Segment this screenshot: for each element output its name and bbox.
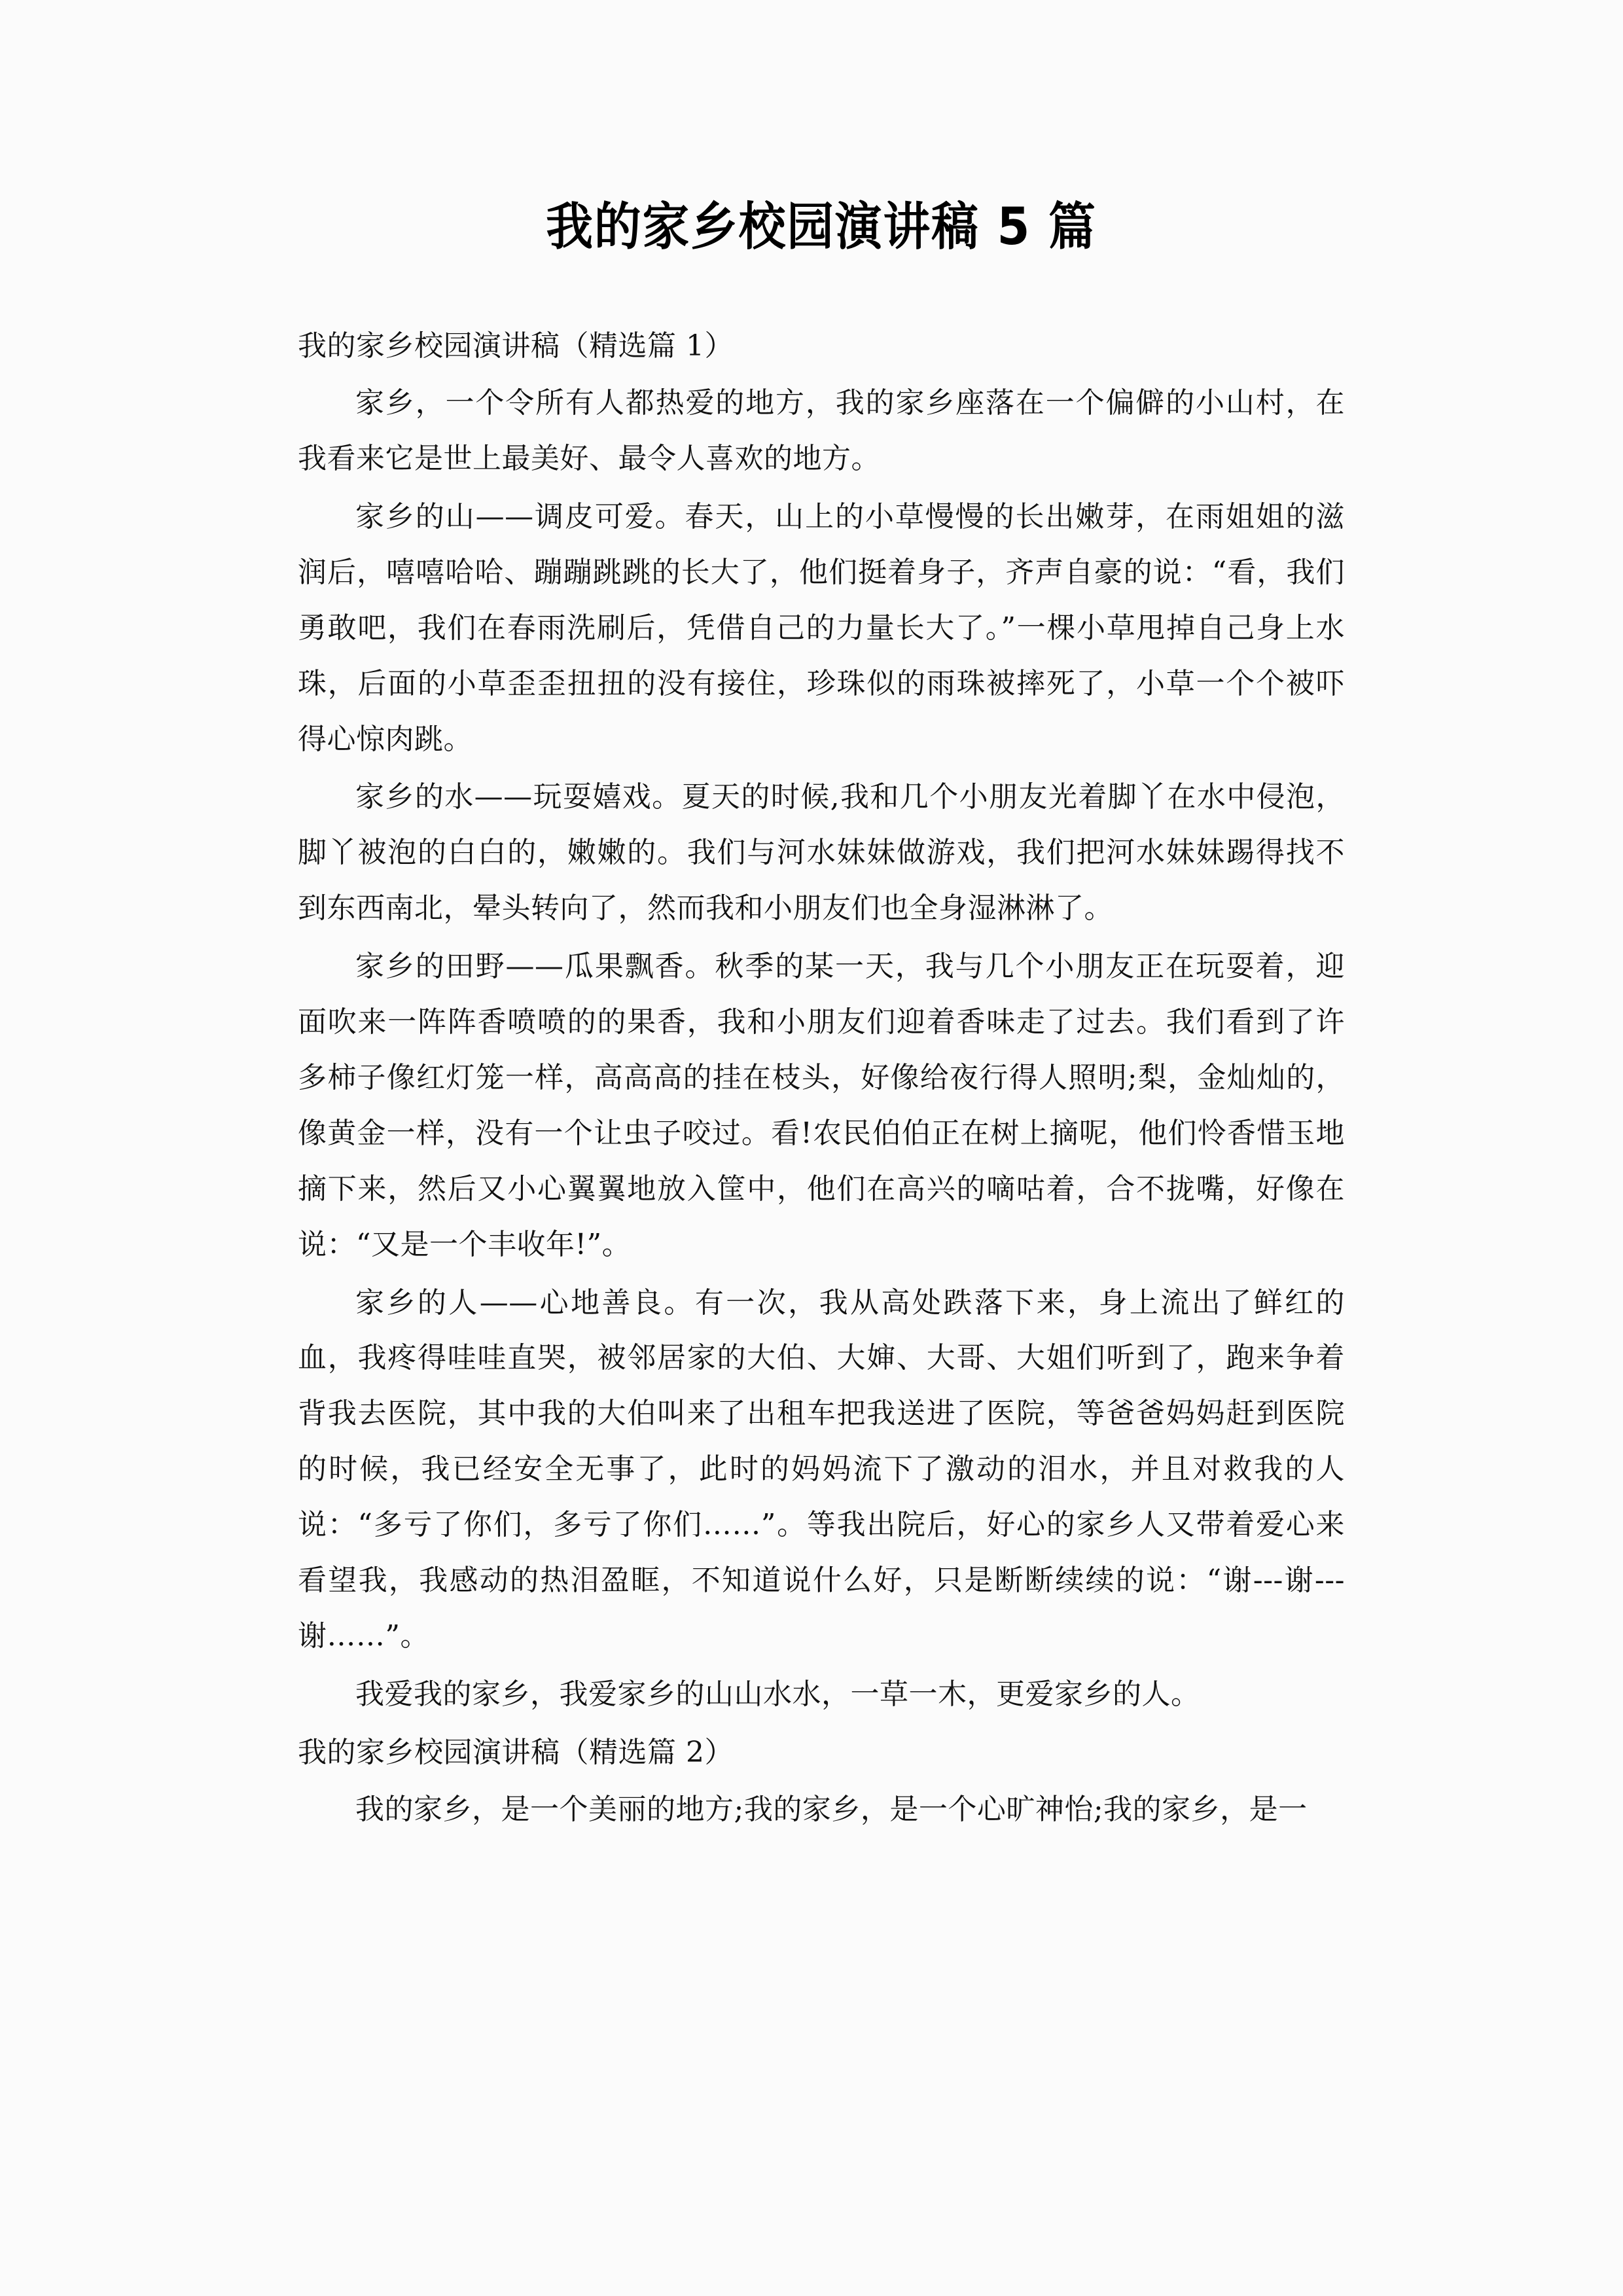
document-content <box>298 196 1345 1840</box>
section-heading-1: 我的家乡校园演讲稿（精选篇 1） <box>298 329 734 363</box>
paragraph-2: 家乡的山——调皮可爱。春天，山上的小草慢慢的长出嫩芽，在雨姐姐的滋润后，嘻嘻哈哈、蹦蹦跳跳的长大了，他们挺着身子，齐声自豪的说：“看，我们勇敢吧，我们在春雨洗刷后，凭借自己的力量长大了。”一棵小草甩掉自己身上水珠，后面的小草歪歪扭扭的没有接住，珍珠似的雨珠被摔死了，小草一个个被吓得心惊肉跳。 <box>298 499 1345 756</box>
paragraph-5: 家乡的人——心地善良。有一次，我从高处跌落下来，身上流出了鲜红的血，我疼得哇哇直哭，被邻居家的大伯、大婶、大哥、大姐们听到了，跑来争着背我去医院，其中我的大伯叫来了出租车把我送进了医院，等爸爸妈妈赶到医院的时候，我已经安全无事了，此时的妈妈流下了激动的泪水，并且对救我的人说：“多亏了你们，多亏了你们……”。等我出院后，好心的家乡人又带着爱心来看望我，我感动的热泪盈眶，不知道说什么好，只是断断续续的说：“谢---谢---谢……”。 <box>298 1285 1345 1653</box>
paragraph-3: 家乡的水——玩耍嬉戏。夏天的时候,我和几个小朋友光着脚丫在水中侵泡，脚丫被泡的白白的，嫩嫩的。我们与河水妹妹做游戏，我们把河水妹妹踢得找不到东西南北，晕头转向了，然而我和小朋友们也全身湿淋淋了。 <box>298 780 1345 925</box>
section-heading-2: 我的家乡校园演讲稿（精选篇 2） <box>298 1735 734 1769</box>
page-title: 我的家乡校园演讲稿 5 篇 <box>546 198 1097 257</box>
paragraph-4: 家乡的田野——瓜果飘香。秋季的某一天，我与几个小朋友正在玩耍着，迎面吹来一阵阵香喷喷的的果香，我和小朋友们迎着香味走了过去。我们看到了许多柿子像红灯笼一样，高高高的挂在枝头，好像给夜行得人照明;梨，金灿灿的，像黄金一样，没有一个让虫子咬过。看!农民伯伯正在树上摘呢，他们怜香惜玉地摘下来，然后又小心翼翼地放入筐中，他们在高兴的嘀咕着，合不拢嘴，好像在说：“又是一个丰收年!”。 <box>298 950 1345 1261</box>
paragraph-7: 我的家乡，是一个美丽的地方;我的家乡，是一个心旷神怡;我的家乡，是一 <box>355 1792 1308 1826</box>
paragraph-6: 我爱我的家乡，我爱家乡的山山水水，一草一木，更爱家乡的人。 <box>355 1677 1200 1711</box>
paragraph-1: 家乡，一个令所有人都热爱的地方，我的家乡座落在一个偏僻的小山村，在我看来它是世上最美好、最令人喜欢的地方。 <box>298 386 1345 475</box>
